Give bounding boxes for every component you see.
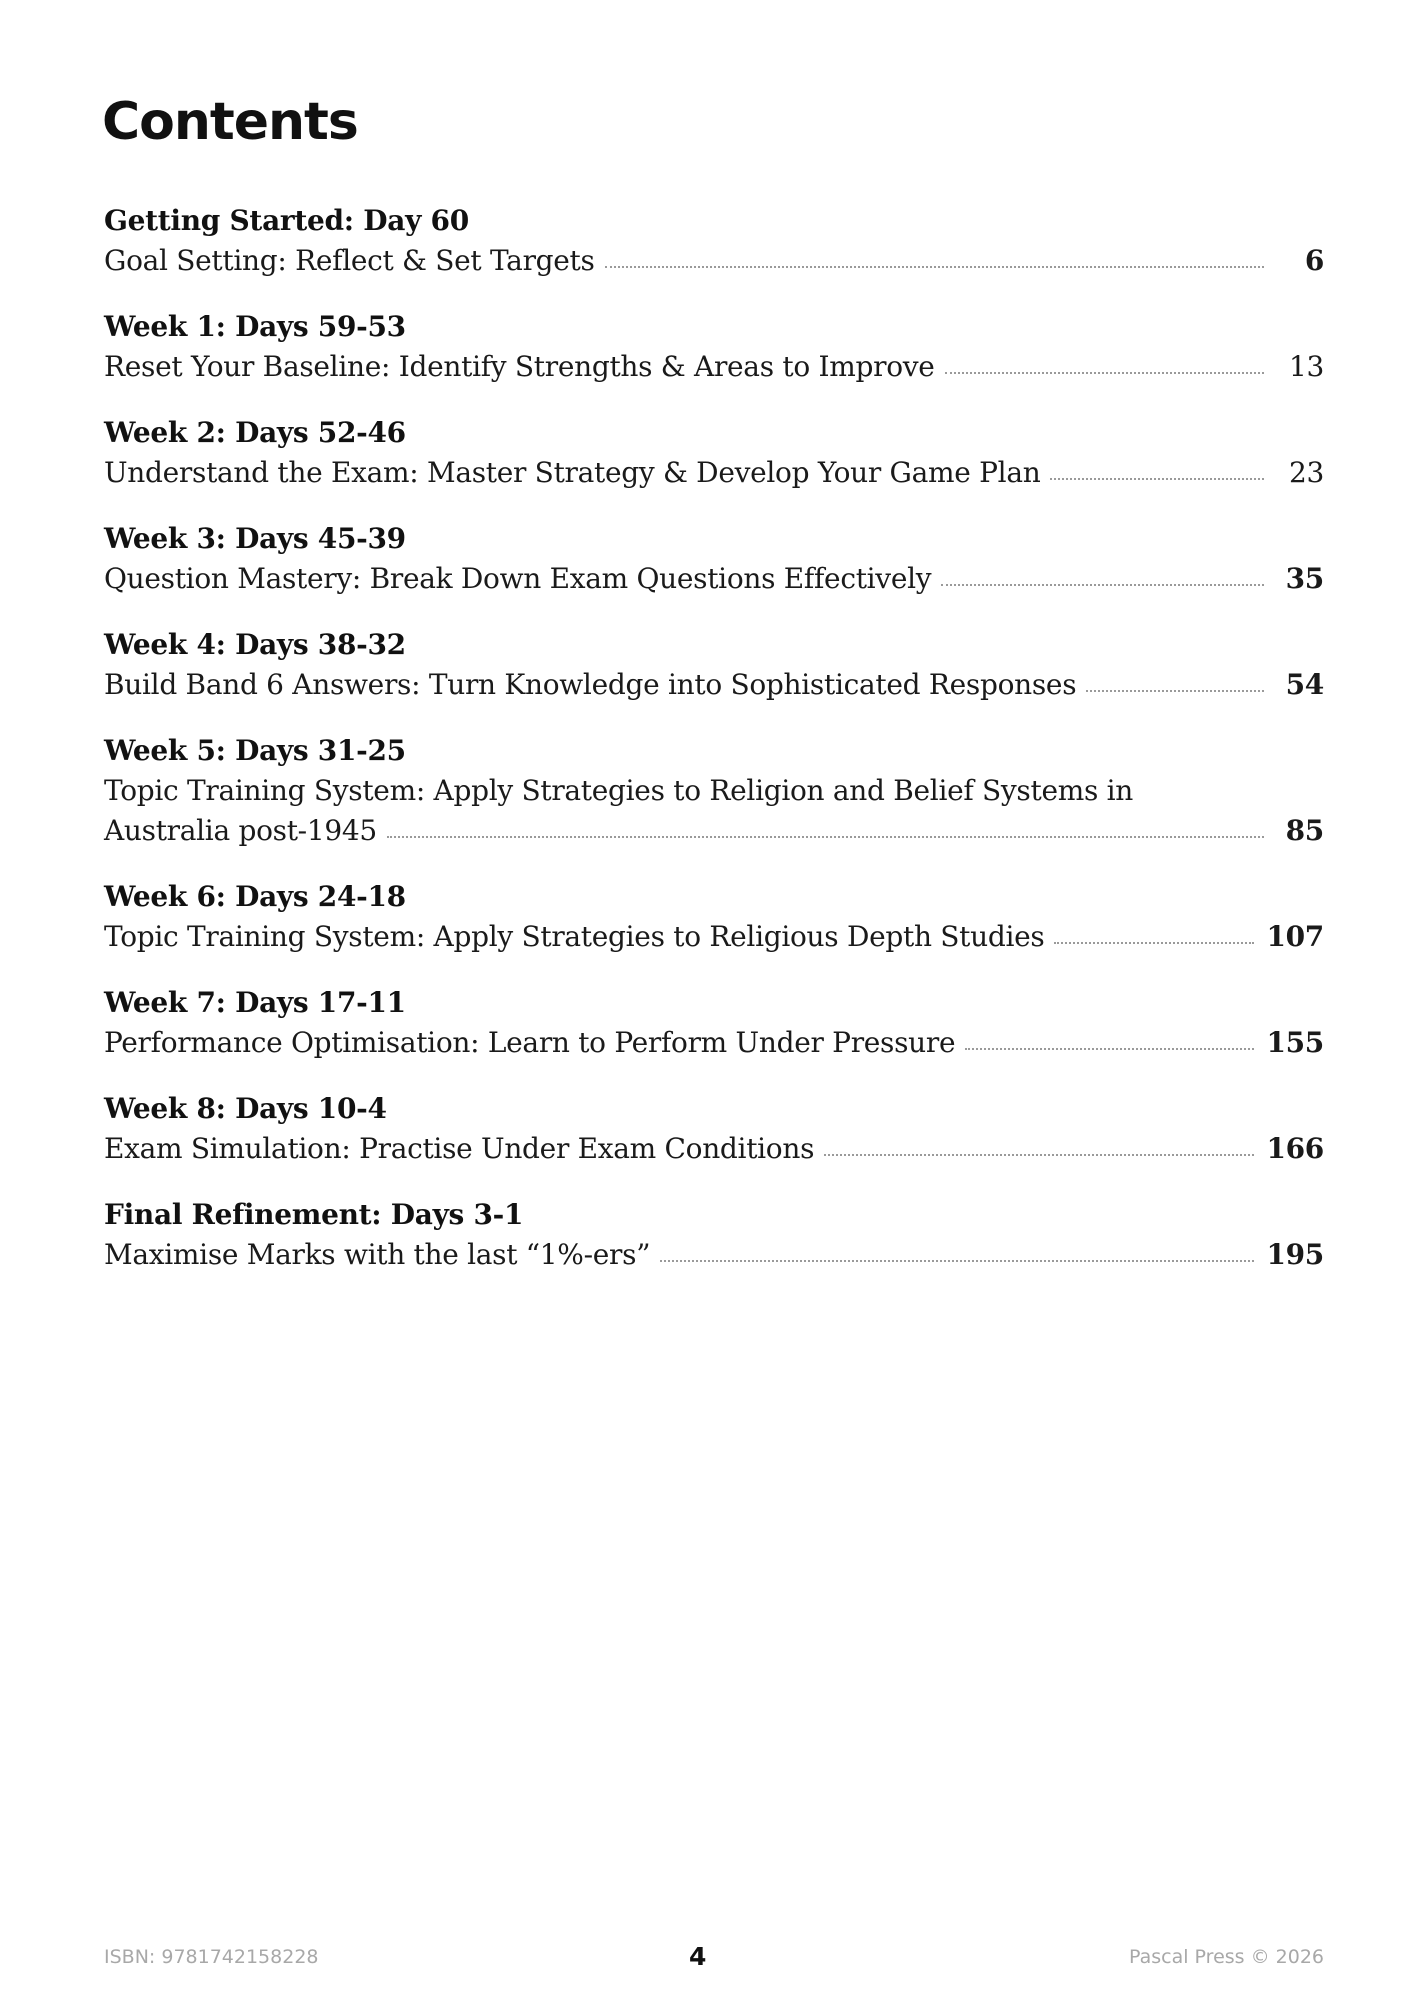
toc-section-week-1 <box>104 307 1324 387</box>
dot-leader <box>387 836 1264 838</box>
dot-leader <box>1054 942 1254 944</box>
section-heading: Week 7: Days 17-11 <box>104 986 406 1019</box>
entry-page-number: 35 <box>1285 562 1324 595</box>
entry-title: Question Mastery: Break Down Exam Questions Effectively <box>104 562 932 595</box>
entry-title: Build Band 6 Answers: Turn Knowledge into Sophisticated Responses <box>104 668 1077 701</box>
toc-entry[interactable] <box>104 1235 1324 1275</box>
page-title: Contents <box>102 92 358 152</box>
toc-section-week-7 <box>104 983 1324 1063</box>
toc-section-final-refinement <box>104 1195 1324 1275</box>
toc-entry[interactable] <box>104 1129 1324 1169</box>
table-of-contents <box>104 201 1324 1301</box>
entry-page-number: 85 <box>1285 814 1324 847</box>
toc-section-week-2 <box>104 413 1324 493</box>
entry-page-number: 166 <box>1266 1132 1324 1165</box>
section-heading: Week 5: Days 31-25 <box>104 734 406 767</box>
entry-title-line-1[interactable]: Topic Training System: Apply Strategies to Religion and Belief Systems in <box>104 774 1134 807</box>
toc-section-week-6 <box>104 877 1324 957</box>
dot-leader <box>605 266 1264 268</box>
toc-section-week-5 <box>104 731 1324 851</box>
dot-leader <box>824 1154 1254 1156</box>
entry-title: Understand the Exam: Master Strategy & Develop Your Game Plan <box>104 456 1041 489</box>
toc-section-week-3 <box>104 519 1324 599</box>
section-heading: Getting Started: Day 60 <box>104 204 469 237</box>
entry-title: Topic Training System: Apply Strategies to Religious Depth Studies <box>104 920 1045 953</box>
toc-entry[interactable] <box>104 811 1324 851</box>
dot-leader <box>941 584 1264 586</box>
entry-page-number: 54 <box>1285 668 1324 701</box>
dot-leader <box>945 372 1264 374</box>
toc-entry[interactable] <box>104 1023 1324 1063</box>
entry-page-number: 195 <box>1266 1238 1324 1271</box>
footer-page-number: 4 <box>689 1942 707 1971</box>
entry-title: Goal Setting: Reflect & Set Targets <box>104 244 595 277</box>
entry-page-number: 6 <box>1304 244 1324 277</box>
entry-page-number: 155 <box>1266 1026 1324 1059</box>
section-heading: Week 1: Days 59-53 <box>104 310 406 343</box>
footer-isbn: ISBN: 9781742158228 <box>104 1946 319 1968</box>
entry-title: Maximise Marks with the last “1%-ers” <box>104 1238 651 1271</box>
toc-section-week-4 <box>104 625 1324 705</box>
entry-page-number: 13 <box>1288 350 1324 383</box>
toc-entry[interactable] <box>104 917 1324 957</box>
section-heading: Final Refinement: Days 3-1 <box>104 1198 524 1231</box>
entry-title: Exam Simulation: Practise Under Exam Conditions <box>104 1132 815 1165</box>
toc-entry[interactable] <box>104 347 1324 387</box>
dot-leader <box>1050 478 1264 480</box>
dot-leader <box>965 1048 1254 1050</box>
entry-title-line-2: Australia post-1945 <box>104 814 377 847</box>
entry-title: Performance Optimisation: Learn to Perform Under Pressure <box>104 1026 956 1059</box>
entry-page-number: 23 <box>1288 456 1324 489</box>
entry-title: Reset Your Baseline: Identify Strengths & Areas to Improve <box>104 350 935 383</box>
page-footer <box>104 1942 1324 1976</box>
toc-entry[interactable] <box>104 665 1324 705</box>
toc-entry[interactable] <box>104 453 1324 493</box>
toc-entry[interactable] <box>104 559 1324 599</box>
section-heading: Week 6: Days 24-18 <box>104 880 406 913</box>
toc-section-week-8 <box>104 1089 1324 1169</box>
footer-publisher: Pascal Press © 2026 <box>1129 1946 1324 1968</box>
toc-section-getting-started <box>104 201 1324 281</box>
toc-entry[interactable] <box>104 241 1324 281</box>
dot-leader <box>1086 690 1264 692</box>
dot-leader <box>660 1260 1254 1262</box>
section-heading: Week 4: Days 38-32 <box>104 628 406 661</box>
section-heading: Week 3: Days 45-39 <box>104 522 406 555</box>
section-heading: Week 8: Days 10-4 <box>104 1092 387 1125</box>
section-heading: Week 2: Days 52-46 <box>104 416 406 449</box>
entry-page-number: 107 <box>1266 920 1324 953</box>
